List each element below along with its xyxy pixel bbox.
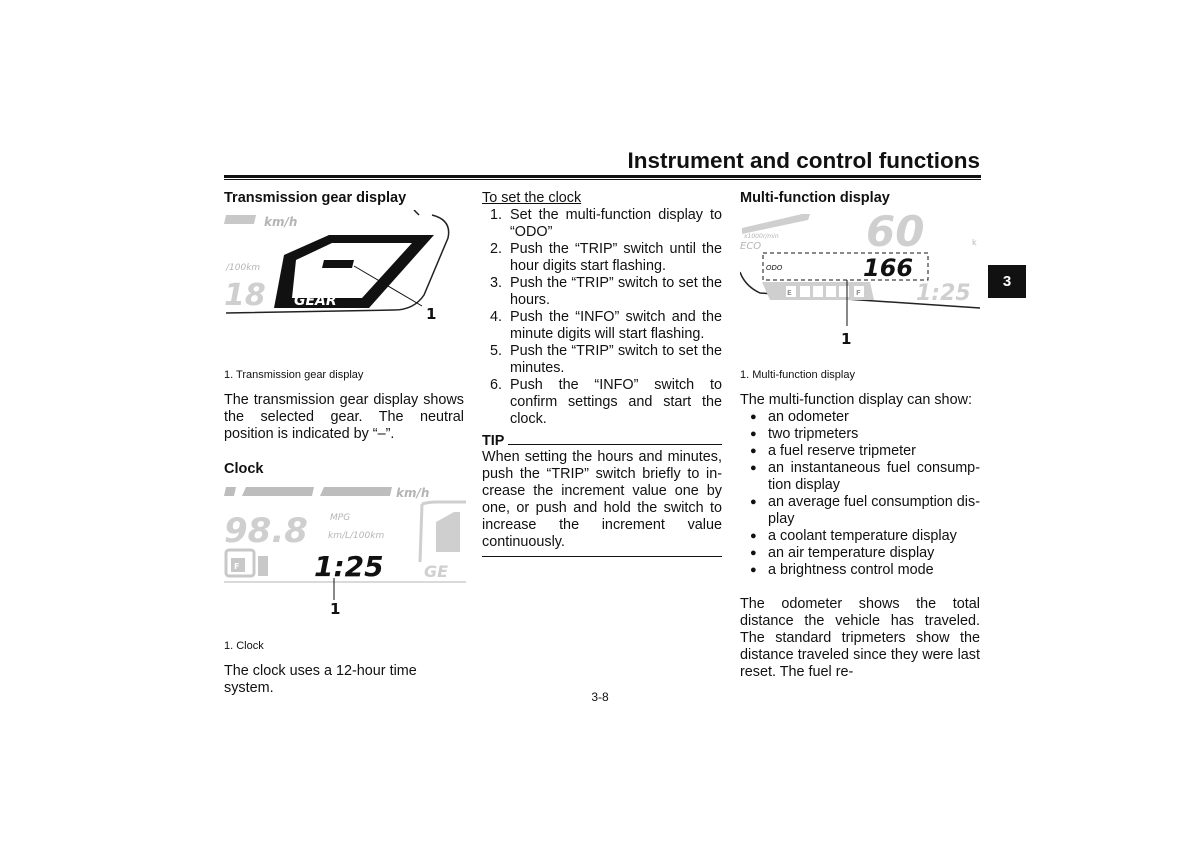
gear-display-figure — [224, 210, 466, 325]
list-item: ● an air temperature display — [740, 545, 980, 562]
tip-rule — [508, 444, 722, 445]
eco-label: ECO — [740, 241, 762, 252]
list-item: 3. Push the “TRIP” switch to set the hours. — [490, 275, 722, 308]
callout-number: 1 — [841, 330, 852, 348]
partial-gear-digit — [436, 512, 460, 552]
tachometer-bar — [742, 214, 810, 234]
odo-label: ODO — [766, 264, 783, 272]
mfd-feature-list — [740, 409, 980, 579]
speed-segment — [224, 215, 256, 224]
list-item: 5. Push the “TRIP” switch to set the minutes. — [490, 343, 722, 376]
mfd-caption: 1. Multi-function display — [740, 369, 855, 381]
gear-value-dash — [322, 260, 354, 268]
fuel-gauge-cell — [813, 286, 823, 297]
tip-end-rule — [482, 556, 722, 557]
odometer-paragraph: The odometer shows the total distance the vehicle has traveled. The standard tripmeters show the distance traveled since they were last reset. The fuel re- — [740, 596, 980, 680]
list-item: 2. Push the “TRIP” switch until the hour digits start flashing. — [490, 241, 722, 274]
column-middle — [482, 190, 722, 557]
list-item: ● a brightness control mode — [740, 562, 980, 579]
tip-label: TIP — [482, 433, 505, 449]
gear-paragraph: The transmission gear display shows the selected gear. The neutral position is indicated by “–”. — [224, 392, 464, 442]
mfd-heading: Multi-function display — [740, 190, 890, 206]
clock-time: 1:25 — [314, 550, 384, 583]
list-item: 1. Set the multi-function display to “ODO” — [490, 207, 722, 240]
list-item: ● two tripmeters — [740, 426, 980, 443]
rpm-unit-label: x1000r/min — [744, 233, 779, 240]
chapter-tab: 3 — [988, 265, 1026, 298]
partial-gear-label: GE — [424, 562, 449, 581]
column-right-body — [740, 392, 980, 681]
speed-segment — [320, 487, 392, 496]
list-item: ● an instantaneous fuel consumption display — [740, 460, 980, 494]
clock-heading: Clock — [224, 461, 264, 477]
speed-unit-label: km/h — [264, 215, 298, 229]
clock-paragraph: The clock uses a 12-hour time system. — [224, 663, 417, 696]
odo-value: 166 — [863, 254, 914, 282]
page-number: 3-8 — [591, 690, 609, 704]
clock-figure — [224, 482, 466, 620]
clock-caption: 1. Clock — [224, 640, 264, 652]
fuel-empty-label: E — [787, 289, 792, 297]
list-item: ● an odometer — [740, 409, 980, 426]
fuel-gauge-cell — [800, 286, 810, 297]
consumption-digits: 98.8 — [224, 511, 308, 551]
speed-digits: 60 — [866, 208, 925, 256]
callout-number: 1 — [330, 600, 341, 618]
page-header-title: Instrument and control functions — [627, 148, 980, 173]
gear-heading: Transmission gear display — [224, 190, 407, 206]
fuel-gauge-cell — [826, 286, 836, 297]
fuel-unit-label: km/L/100km — [328, 531, 385, 541]
header-rule-thin — [224, 179, 981, 180]
list-item: 4. Push the “INFO” switch and the minute digits will start flashing. — [490, 309, 722, 342]
mfd-intro: The multi-function display can show: — [740, 392, 972, 408]
list-item: ● a fuel reserve tripmeter — [740, 443, 980, 460]
gear-label: GEAR — [294, 293, 337, 309]
tip-header — [482, 433, 722, 449]
callout-number: 1 — [426, 305, 437, 323]
speed-unit-label: km/h — [396, 486, 430, 500]
list-item: 6. Push the “INFO” switch to confirm settings and start the clock. — [490, 377, 722, 427]
set-clock-title: To set the clock — [482, 190, 582, 206]
mpg-label: MPG — [330, 513, 351, 523]
speed-segment — [224, 487, 236, 496]
column-left — [224, 190, 466, 206]
mfd-clock-time: 1:25 — [916, 281, 971, 306]
fuel-full-label: F — [856, 289, 861, 297]
fuel-unit-label: /100km — [226, 263, 261, 273]
partial-digits: 18 — [224, 278, 266, 313]
set-clock-steps — [482, 207, 722, 428]
list-item: ● a coolant temperature display — [740, 528, 980, 545]
tip-text: When setting the hours and minutes, push the “TRIP” switch briefly to increase the increment value one by one, or push and hold the switch to increase the increment value continuously. — [482, 449, 722, 550]
fuel-gauge-segment — [258, 556, 268, 576]
header-rule — [224, 175, 981, 178]
list-item: ● an average fuel consumption display — [740, 494, 980, 528]
fuel-icon-label: F — [234, 562, 240, 571]
speed-segment — [242, 487, 314, 496]
k-label: k — [972, 238, 977, 247]
mfd-figure — [740, 208, 982, 348]
gear-caption: 1. Transmission gear display — [224, 369, 364, 381]
